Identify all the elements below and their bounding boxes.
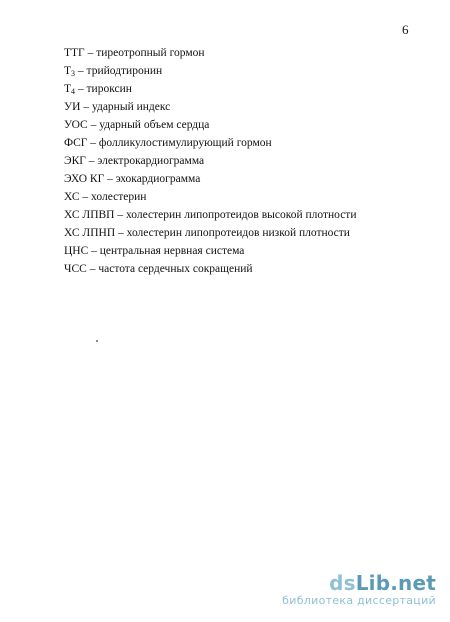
abbreviation-term: УОС — [64, 119, 88, 131]
abbreviation-term: ЭХО КГ — [64, 173, 105, 185]
abbreviation-definition: трийодтиронин — [86, 65, 163, 77]
page-number: 6 — [402, 22, 409, 37]
watermark-logo — [282, 572, 436, 594]
abbreviation-term: $Т_4$ — [64, 83, 76, 96]
abbreviation-subscript: 4 — [71, 87, 76, 96]
abbreviation-item — [64, 260, 356, 278]
abbreviation-separator: – — [115, 227, 127, 239]
abbreviation-item — [64, 116, 356, 134]
abbreviation-definition: эхокардиограмма — [115, 173, 201, 185]
abbreviation-term: ХС ЛПВП — [64, 209, 115, 221]
watermark-logo-part1: ds — [329, 571, 356, 595]
abbreviation-definition: ударный объем сердца — [99, 119, 210, 131]
abbreviation-definition: тиреотропный гормон — [96, 47, 205, 59]
abbreviation-separator: – — [85, 155, 98, 167]
abbreviation-item — [64, 98, 356, 116]
abbreviation-separator: – — [79, 191, 92, 203]
abbreviation-item — [64, 242, 356, 260]
abbreviation-item — [64, 188, 356, 206]
abbreviation-item — [64, 62, 356, 80]
abbreviation-separator: – — [75, 83, 87, 95]
abbreviation-item — [64, 206, 356, 224]
abbreviation-item — [64, 170, 356, 188]
abbreviation-definition: ударный индекс — [91, 101, 171, 113]
abbreviation-term: УИ — [64, 101, 81, 113]
abbreviation-term: ЭКГ — [64, 155, 86, 167]
abbreviation-definition: электрокардиограмма — [97, 155, 205, 167]
abbreviation-separator: – — [75, 65, 87, 77]
abbreviation-item — [64, 134, 356, 152]
abbreviation-item — [64, 44, 356, 62]
abbreviation-definition: холестерин липопротеидов высокой плотности — [126, 209, 357, 221]
abbreviation-term: ФСГ — [64, 137, 88, 149]
watermark — [282, 572, 436, 608]
abbreviation-separator: – — [80, 101, 92, 113]
abbreviation-definition: фолликулостимулирующий гормон — [98, 137, 272, 149]
abbreviation-separator: – — [86, 263, 99, 275]
abbreviation-term: $Т_3$ — [64, 65, 76, 78]
abbreviation-separator: – — [88, 245, 100, 257]
abbreviation-separator: – — [114, 209, 126, 221]
abbreviation-term: ЦНС — [64, 245, 89, 257]
abbreviation-item — [64, 224, 356, 242]
abbreviation-list — [64, 44, 356, 278]
abbreviation-separator: – — [84, 47, 97, 59]
abbreviation-term: ЧСС — [64, 263, 87, 275]
abbreviation-definition: тироксин — [86, 83, 132, 95]
watermark-logo-part2: Lib.net — [355, 571, 436, 595]
abbreviation-subscript: 3 — [71, 69, 76, 78]
watermark-subtitle: библиотека диссертаций — [282, 594, 436, 607]
scan-speck — [96, 340, 98, 342]
abbreviation-definition: частота сердечных сокращений — [98, 263, 253, 275]
abbreviation-separator: – — [87, 119, 100, 131]
abbreviation-separator: – — [104, 173, 116, 185]
abbreviation-term: ТТГ — [64, 47, 85, 59]
abbreviation-definition: центральная нервная система — [99, 245, 245, 257]
abbreviation-term: ХС — [64, 191, 80, 203]
abbreviation-definition: холестерин — [91, 191, 147, 203]
abbreviation-definition: холестерин липопротеидов низкой плотности — [126, 227, 350, 239]
abbreviation-separator: – — [87, 137, 99, 149]
abbreviation-item — [64, 152, 356, 170]
abbreviation-item — [64, 80, 356, 98]
abbreviation-term: ХС ЛПНП — [64, 227, 116, 239]
